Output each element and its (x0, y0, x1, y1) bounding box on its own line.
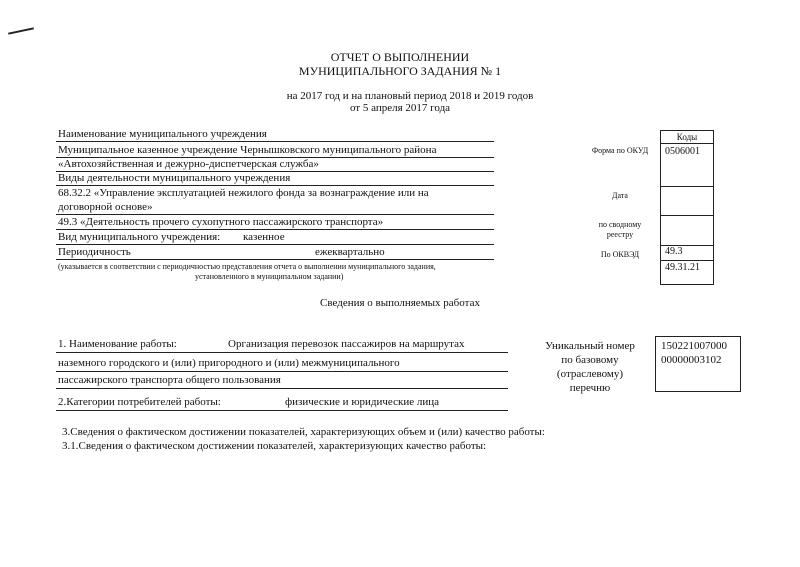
date-value (660, 186, 714, 216)
periodicity-label: Периодичность (58, 246, 131, 258)
work-name-line3: пассажирского транспорта общего пользования (58, 374, 281, 386)
date-label: Дата (612, 191, 628, 200)
periodicity-note-line2: установленного в муниципальном задании) (195, 272, 344, 281)
report-title-line2: МУНИЦИПАЛЬНОГО ЗАДАНИЯ № 1 (298, 64, 502, 78)
activity1-line2: договорной основе» (58, 201, 153, 213)
institution-name-line1: Муниципальное казенное учреждение Чернышковского муниципального района (58, 144, 437, 156)
unique-label-line1: Уникальный номер (545, 340, 635, 352)
registry-value (660, 215, 714, 246)
okud-value: 0506001 (660, 143, 714, 187)
divider (56, 185, 494, 186)
activity1-line1: 68.32.2 «Управление эксплуатацией нежилого фонда за вознаграждение или на (58, 187, 429, 199)
institution-name-label: Наименование муниципального учреждения (58, 128, 267, 140)
work-name-label: 1. Наименование работы: (58, 338, 177, 350)
works-section-title: Сведения о выполняемых работах (320, 297, 480, 309)
institution-name-line2: «Автохозяйственная и дежурно-диспетчерская служба» (58, 158, 319, 170)
unique-number-box (655, 336, 741, 392)
work-name-line2: наземного городского и (или) пригородного и (или) межмуниципального (58, 357, 400, 369)
report-title-line1: ОТЧЕТ О ВЫПОЛНЕНИИ (330, 50, 470, 64)
report-period: на 2017 год и на плановый период 2018 и 2019 годов (286, 90, 534, 102)
institution-type-value: казенное (243, 231, 285, 243)
item3-text: 3.Сведения о фактическом достижении показателей, характеризующих объем и (или) качество работы: (62, 426, 545, 438)
work-name-line1: Организация перевозок пассажиров на маршрутах (228, 338, 465, 350)
registry-label: по сводному реестру (598, 220, 642, 239)
activities-label: Виды деятельности муниципального учреждения (58, 172, 291, 184)
periodicity-value: ежеквартально (315, 246, 385, 258)
consumers-value: физические и юридические лица (285, 396, 439, 408)
report-date: от 5 апреля 2017 года (349, 102, 451, 114)
item31-text: 3.1.Сведения о фактическом достижении показателей, характеризующих качество работы: (62, 440, 487, 452)
okved-value1: 49.3 (660, 245, 714, 261)
activity2: 49.3 «Деятельность прочего сухопутного пассажирского транспорта» (58, 216, 384, 228)
consumers-label: 2.Категории потребителей работы: (58, 396, 221, 408)
unique-label-line3: (отраслевому) (556, 368, 624, 380)
institution-type-label: Вид муниципального учреждения: (58, 231, 221, 243)
divider (56, 410, 508, 411)
unique-label-line2: по базовому (561, 354, 619, 366)
codes-header: Коды (660, 130, 714, 144)
divider (56, 371, 508, 372)
divider (56, 352, 508, 353)
divider (56, 259, 494, 260)
scan-mark (8, 27, 34, 34)
divider (56, 141, 494, 142)
okved-value2: 49.31.21 (660, 260, 714, 285)
unique-value-line2: 00000003102 (661, 354, 722, 366)
okud-label: Форма по ОКУД (591, 146, 649, 155)
divider (56, 214, 494, 215)
divider (56, 229, 494, 230)
divider (56, 244, 494, 245)
okved-label: По ОКВЭД (600, 250, 640, 259)
periodicity-note-line1: (указывается в соответствии с периодичностью представления отчета о выполнении муниципального задания, (58, 262, 436, 271)
unique-label-line4: перечню (569, 382, 611, 394)
unique-value-line1: 150221007000 (661, 340, 727, 352)
divider (56, 388, 508, 389)
